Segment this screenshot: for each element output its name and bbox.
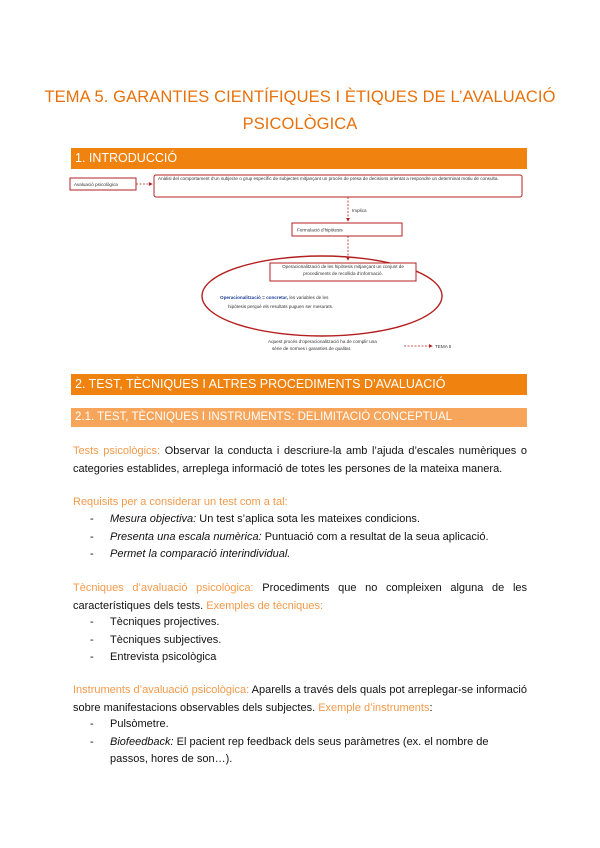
ellipse-box-text: Operacionalització de les hipòtesis mitjançant un conjunt de procediments de recollida d’informació. [282, 264, 404, 276]
list-item: - Biofeedback: El pacient rep feedback dels seus paràmetres (ex. el nombre de passos, hores de son…). [73, 734, 527, 769]
bottom-note-line1: Aquest procés d’operacionalització ha de complir una [268, 339, 377, 344]
implica-label: Implica [352, 208, 367, 213]
introduction-diagram [66, 172, 536, 362]
list-item: - Permet la comparació interindividual. [73, 546, 527, 564]
list-item: - Pulsòmetre. [73, 716, 527, 734]
instruments-paragraph [73, 682, 527, 717]
list-item: - Presenta una escala numèrica: Puntuació com a resultat de la seua aplicació. [73, 529, 527, 547]
instruments-list [73, 716, 527, 769]
requisits-heading [73, 494, 527, 512]
instruments-label: Instruments d’avaluació psicològica: [73, 684, 250, 696]
requisits-heading-text: Requisits per a considerar un test com a tal: [73, 496, 288, 508]
tests-label: Tests psicològics: [73, 445, 161, 457]
tecniques-list [73, 614, 527, 667]
list-item: - Tècniques projectives. [73, 614, 527, 632]
operacionalitzacio-note: Operacionalització = concretar, les variables de les [220, 295, 329, 300]
bottom-note-line2: sèrie de normes i garanties de qualitat. [272, 346, 352, 351]
instruments-text: Aparells a través dels quals pot arreplegar-se informació sobre manifestacions observables dels subjectes. [73, 684, 527, 714]
operacionalitzacio-note-line2: hipòtesis perquè els resultats puguen ser mesurats. [228, 304, 334, 309]
left-box-label: Avaluació psicològica [74, 182, 118, 187]
tests-text: Observar la conducta i descriure-la amb l’ajuda d’escales numèriques o categories establides, arreplega informació de totes les persones de la mateixa manera. [73, 445, 527, 475]
section-heading-introduction: 1. INTRODUCCIÓ [71, 148, 527, 169]
tema5-label: TEMA 5 [435, 344, 452, 349]
list-item: - Mesura objectiva: Un test s’aplica sota les mateixes condicions. [73, 511, 527, 529]
tests-paragraph [73, 443, 527, 478]
tecniques-label: Tècniques d’avaluació psicològica: [73, 582, 254, 594]
tecniques-paragraph [73, 580, 527, 615]
section-heading-tests: 2. TEST, TÈCNIQUES I ALTRES PROCEDIMENTS D’AVALUACIÓ [71, 374, 527, 395]
requisits-list [73, 511, 527, 564]
tecniques-text: Procediments que no compleixen alguna de les característiques dels tests. [73, 582, 527, 612]
instruments-colon: : [429, 701, 433, 714]
top-box-text: Anàlisi del comportament d’un subjecte o grup específic de subjectes mitjançant un procés de presa de decisions orientat a respondre un determinat motiu de consulta. [158, 176, 499, 181]
mid-box-label: Formulació d’hipòtesis [297, 227, 343, 233]
list-item: - Tècniques subjectives. [73, 632, 527, 650]
page-title: TEMA 5. GARANTIES CIENTÍFIQUES I ÈTIQUES DE L’AVALUACIÓ [44, 88, 556, 106]
subsection-heading-delimitation: 2.1. TEST, TÈCNIQUES I INSTRUMENTS: DELIMITACIÓ CONCEPTUAL [71, 408, 527, 427]
instruments-examples-label: Exemple d’instruments [318, 701, 430, 714]
list-item: - Entrevista psicològica [73, 649, 527, 667]
page-title-line2: PSICOLÒGICA [242, 115, 358, 133]
tecniques-examples-label: Exemples de tècniques: [206, 599, 324, 612]
